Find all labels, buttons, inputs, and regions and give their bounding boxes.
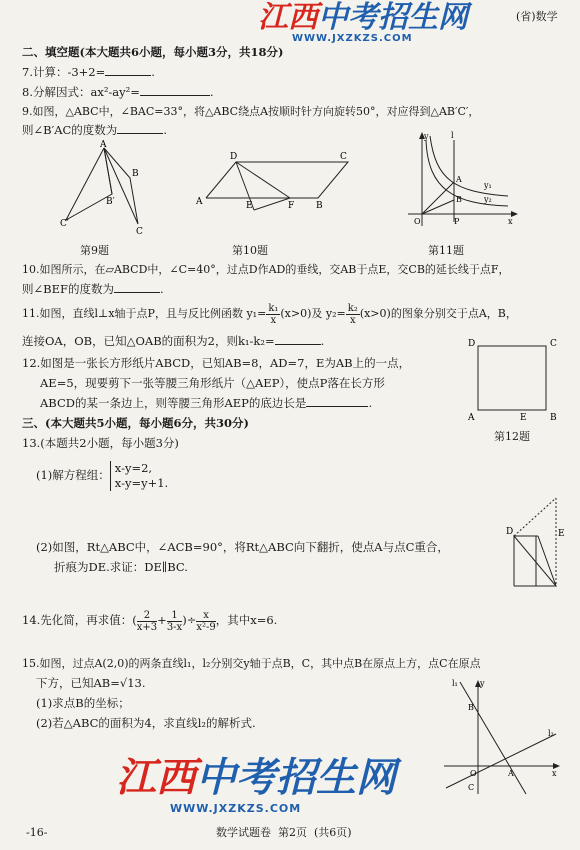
fraction-2-over-x-plus-3 [137, 610, 157, 633]
label-x: x [552, 769, 557, 778]
fig9-caption: 第9题 [80, 244, 109, 257]
q12-line1: 12.如图是一张长方形纸片ABCD，已知AB=8，AD=7，E为AB上的一点， [22, 356, 411, 370]
q14 [22, 606, 277, 634]
label-C: C [136, 227, 143, 237]
figure-13 [506, 496, 572, 596]
denominator: 3-x [166, 621, 183, 633]
q13-1-text: (1)解方程组： [36, 468, 110, 482]
q13-1 [36, 458, 168, 492]
answer-blank [117, 123, 163, 134]
q11-mid: (x>0)及 y₂= [280, 307, 346, 320]
label-B: B [316, 201, 323, 211]
label-B: B [456, 195, 462, 204]
denominator: x²-9 [196, 621, 216, 633]
q15-2: (2)若△ABC的面积为4，求直线l₂的解析式. [36, 716, 256, 730]
q15-line1: 15.如图，过点A(2,0)的两条直线l₁，l₂分别交y轴于点B，C，其中点B在原点上方，点C在原点 [22, 657, 481, 670]
page-number-center: 数学试题卷 第2页 (共6页) [216, 826, 352, 839]
denominator: x [270, 314, 277, 326]
label-C-prime: C′ [60, 219, 69, 229]
label-y: y [424, 132, 429, 141]
label-y2: y₂ [484, 195, 492, 204]
answer-blank [275, 334, 321, 345]
fig11-caption: 第11题 [428, 244, 464, 257]
q15-line2: 下方，已知AB=√13. [36, 676, 146, 690]
q11-line1 [22, 302, 517, 326]
label-O: O [470, 769, 477, 778]
site-url: WWW.JXZKZS.COM [292, 33, 413, 44]
q11-text: 连接OA，OB，已知△OAB的面积为2，则k₁-k₂= [22, 334, 275, 348]
figure-11 [404, 130, 520, 234]
label-A: A [196, 197, 203, 207]
label-A: A [508, 769, 514, 778]
site-logo [258, 2, 468, 34]
fig10-caption: 第10题 [232, 244, 268, 257]
numerator: k₁ [268, 302, 279, 314]
q8: 8.分解因式：ax²-ay²= . [22, 85, 214, 99]
label-B-prime: B′ [106, 197, 115, 207]
label-B: B [132, 169, 139, 179]
label-C: C [468, 783, 475, 792]
numerator: x [196, 610, 215, 622]
footer-url: WWW.JXZKZS.COM [170, 802, 302, 815]
q11-pre: 11.如图，直线l⊥x轴于点P，且与反比例函数 y₁= [22, 307, 267, 320]
q9-text: 则∠B′AC的度数为 [22, 123, 118, 137]
q13-2-line2: 折痕为DE.求证：DE∥BC. [54, 560, 188, 574]
footer-logo [116, 756, 396, 800]
label-D: D [506, 527, 514, 537]
q12-line2: AE=5，现要剪下一张等腰三角形纸片（△AEP），使点P落在长方形 [40, 376, 385, 390]
label-B: B [468, 703, 474, 712]
label-F: F [288, 201, 295, 211]
equation-system [110, 461, 168, 491]
label-l: l [451, 131, 454, 140]
label-C: C [340, 152, 347, 162]
q12-text: ABCD的某一条边上，则等腰三角形AEP的底边长是 [40, 396, 307, 410]
label-A: A [468, 413, 475, 423]
q7-text: 7.计算：-3+2= [22, 65, 106, 79]
answer-blank [105, 65, 151, 76]
fraction-1-over-3-minus-x [167, 610, 182, 633]
logo-part2: 中考招生网 [318, 0, 468, 35]
q10-line2: 则∠BEF的度数为 . [22, 282, 164, 296]
q13-2-line1: (2)如图，Rt△ABC中，∠ACB=90°，将Rt△ABC向下翻折，使点A与点C重合， [36, 540, 449, 554]
page-number-left: -16- [26, 826, 48, 839]
section3-title: 三、(本大题共5小题，每小题6分，共30分) [22, 416, 249, 430]
plus-sign: + [157, 613, 167, 627]
q10-text: 则∠BEF的度数为 [22, 282, 114, 296]
label-B: B [550, 413, 557, 423]
figure-15 [438, 676, 562, 800]
label-y1: y₁ [484, 181, 492, 190]
answer-blank [114, 282, 160, 293]
label-y: y [480, 679, 485, 688]
numerator: 1 [167, 610, 182, 622]
q13-title: 13.(本题共2小题，每小题3分) [22, 436, 179, 450]
section2-title: 二、填空题(本大题共6小题，每小题3分，共18分) [22, 45, 284, 59]
logo-part2: 中考招生网 [196, 755, 396, 801]
divide-sign: )÷ [182, 613, 197, 627]
figure-12 [462, 334, 562, 424]
q11-line2: 连接OA，OB，已知△OAB的面积为2，则k₁-k₂= . [22, 334, 325, 348]
answer-blank [140, 85, 210, 96]
q9-line2: 则∠B′AC的度数为 . [22, 123, 167, 137]
label-E: E [558, 529, 565, 539]
q8-text: 8.分解因式：ax²-ay²= [22, 85, 140, 99]
logo-part1: 江西 [116, 755, 196, 801]
label-l2: l₂ [548, 729, 554, 738]
q14-pre: 14.先化简，再求值：( [22, 613, 137, 627]
label-D: D [230, 152, 238, 162]
equation-1: x-y=2, [114, 461, 153, 475]
fraction-x-over-x2-minus-9 [196, 610, 215, 633]
denominator: x+3 [136, 621, 158, 633]
equation-2: x-y=y+1. [114, 476, 169, 490]
fraction-k1-x [266, 303, 280, 326]
q14-post: ，其中x=6. [215, 613, 278, 627]
q12-line3: ABCD的某一条边上，则等腰三角形AEP的底边长是 . [40, 396, 373, 410]
numerator: k₂ [347, 302, 358, 314]
figure-10 [192, 148, 352, 218]
label-x: x [508, 217, 513, 226]
q7: 7.计算：-3+2= . [22, 65, 155, 79]
header-tag: (省)数学 [516, 10, 558, 23]
label-E: E [246, 201, 253, 211]
label-E: E [520, 413, 527, 423]
logo-part1: 江西 [258, 0, 318, 35]
figure-9 [60, 140, 170, 240]
label-O: O [414, 217, 421, 226]
fraction-k2-x [346, 303, 360, 326]
q15-1: (1)求点B的坐标； [36, 696, 130, 710]
label-A: A [456, 175, 462, 184]
denominator: x [349, 314, 356, 326]
label-D: D [468, 339, 476, 349]
q9-line1: 9.如图，△ABC中，∠BAC=33°，将△ABC绕点A按顺时针方向旋转50°，对应得到△AB′C′， [22, 105, 480, 118]
label-A: A [100, 140, 107, 150]
q10-line1: 10.如图所示，在▱ABCD中，∠C=40°，过点D作AD的垂线，交AB于点E，交CB的延长线于点F， [22, 263, 510, 276]
numerator: 2 [137, 610, 157, 622]
label-P: P [454, 217, 460, 226]
label-C: C [550, 339, 557, 349]
fig12-caption: 第12题 [494, 430, 530, 443]
label-l1: l₁ [452, 679, 458, 688]
answer-blank [306, 396, 368, 407]
q11-post: (x>0)的图象分别交于点A，B， [359, 307, 517, 320]
